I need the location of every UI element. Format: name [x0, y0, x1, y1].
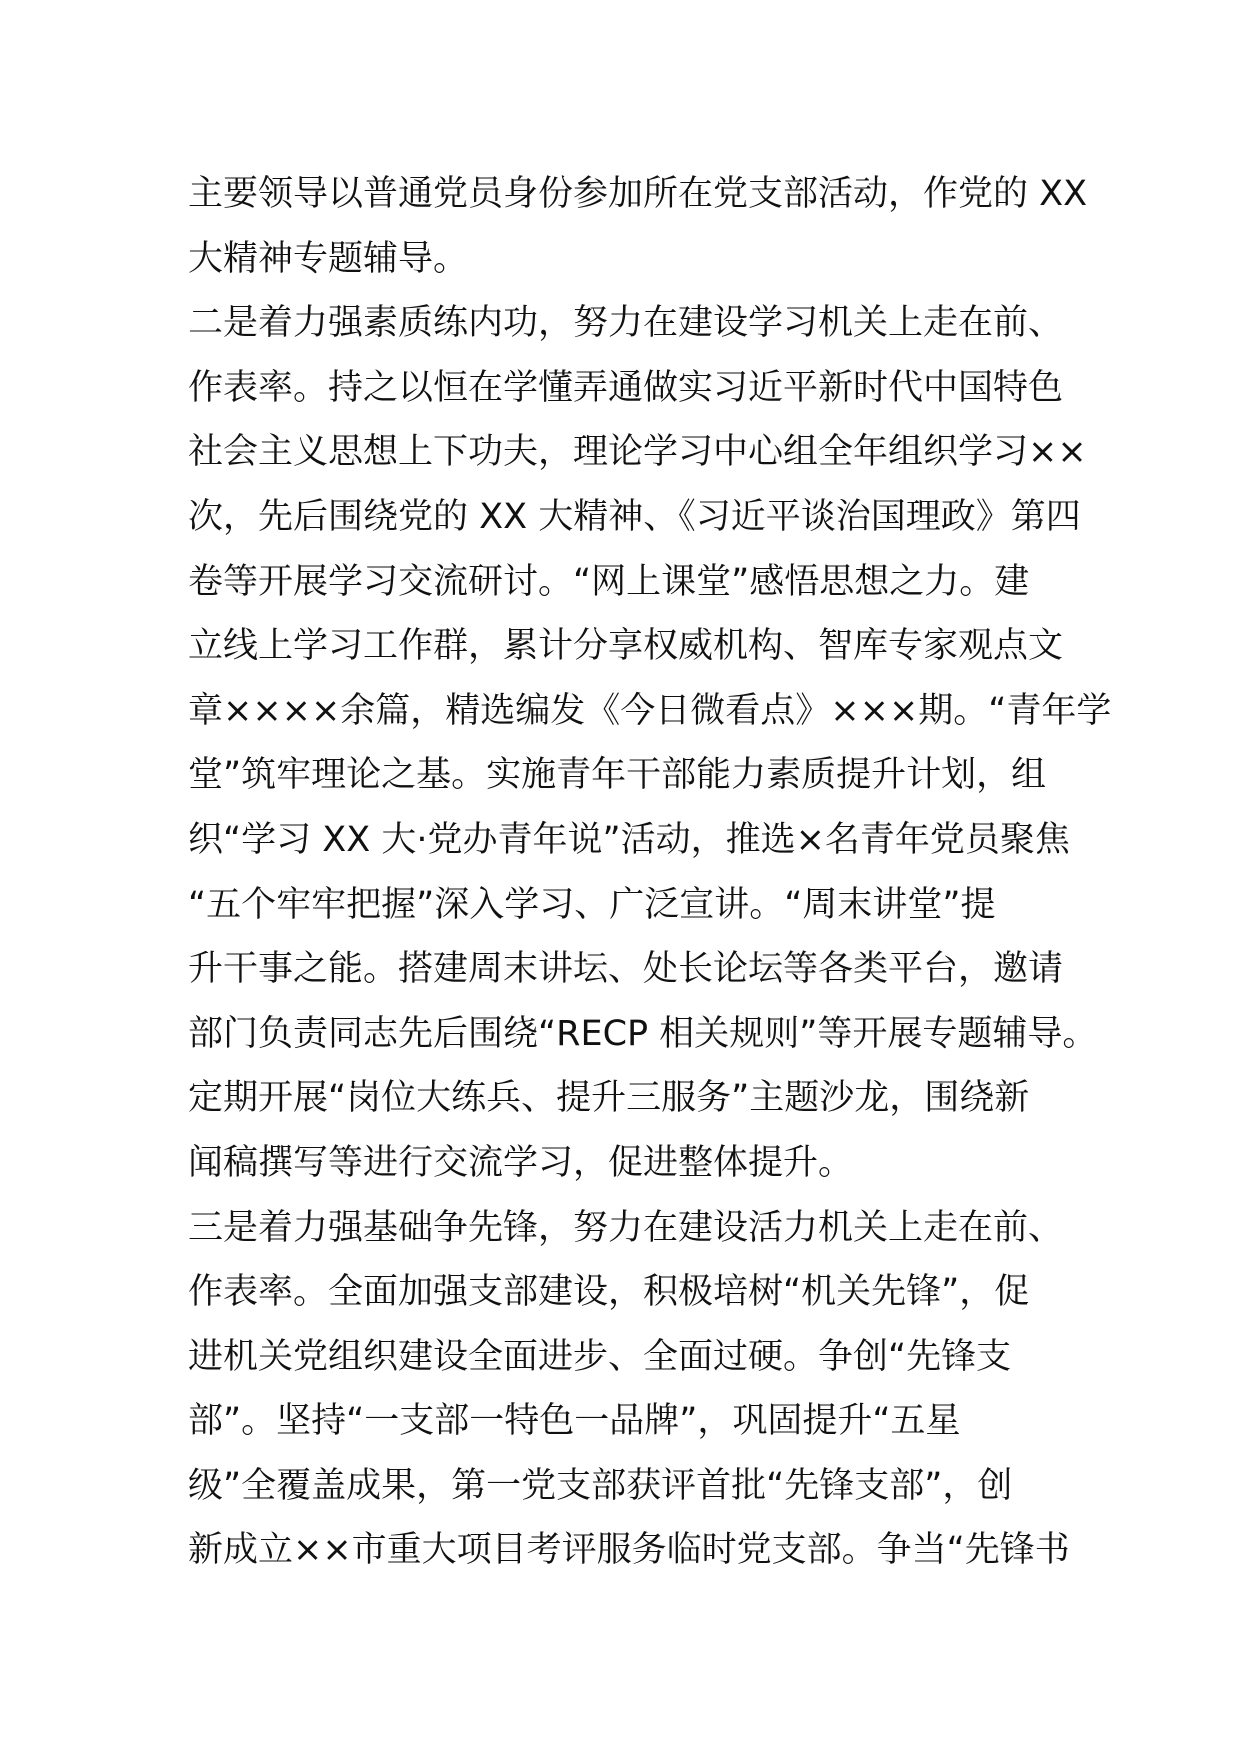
body-text	[188, 162, 1112, 1583]
text-line: 部门负责同志先后围绕“RECP 相关规则”等开展专题辅导。	[188, 1013, 1098, 1054]
text-line: 进机关党组织建设全面进步、全面过硬。争创“先锋支	[188, 1336, 1012, 1377]
text-line: 作表率。持之以恒在学懂弄通做实习近平新时代中国特色	[188, 367, 1064, 408]
text-line: 织“学习 XX 大·党办青年说”活动，推选×名青年党员聚焦	[188, 819, 1070, 860]
text-line: 堂”筑牢理论之基。实施青年干部能力素质提升计划，组	[188, 755, 1047, 796]
text-line: 升干事之能。搭建周末讲坛、处长论坛等各类平台，邀请	[188, 949, 1064, 990]
text-line: 三是着力强基础争先锋，努力在建设活力机关上走在前、	[188, 1207, 1064, 1248]
text-line: 大精神专题辅导。	[188, 238, 469, 279]
text-line: 作表率。全面加强支部建设，积极培树“机关先锋”，促	[188, 1272, 1030, 1313]
text-line: 主要领导以普通党员身份参加所在党支部活动，作党的 XX	[188, 174, 1088, 214]
text-line: 闻稿撰写等进行交流学习，促进整体提升。	[188, 1142, 854, 1183]
text-line: 定期开展“岗位大练兵、提升三服务”主题沙龙，围绕新	[188, 1078, 1030, 1119]
text-line: 立线上学习工作群，累计分享权威机构、智库专家观点文	[188, 626, 1064, 667]
text-line: 次，先后围绕党的 XX 大精神、《习近平谈治国理政》第四	[188, 496, 1081, 537]
text-line: 卷等开展学习交流研讨。“网上课堂”感悟思想之力。建	[188, 561, 1030, 602]
text-line: 章××××余篇，精选编发《今日微看点》×××期。“青年学	[188, 690, 1112, 731]
text-line: 新成立××市重大项目考评服务临时党支部。争当“先锋书	[188, 1530, 1070, 1571]
text-line: 级”全覆盖成果，第一党支部获评首批“先锋支部”，创	[188, 1465, 1013, 1506]
text-line: 二是着力强素质练内功，努力在建设学习机关上走在前、	[188, 303, 1064, 344]
text-line: 社会主义思想上下功夫，理论学习中心组全年组织学习××	[188, 432, 1087, 473]
text-line: “五个牢牢把握”深入学习、广泛宣讲。“周末讲堂”提	[188, 884, 996, 925]
text-line: 部”。坚持“一支部一特色一品牌”，巩固提升“五星	[188, 1401, 961, 1442]
